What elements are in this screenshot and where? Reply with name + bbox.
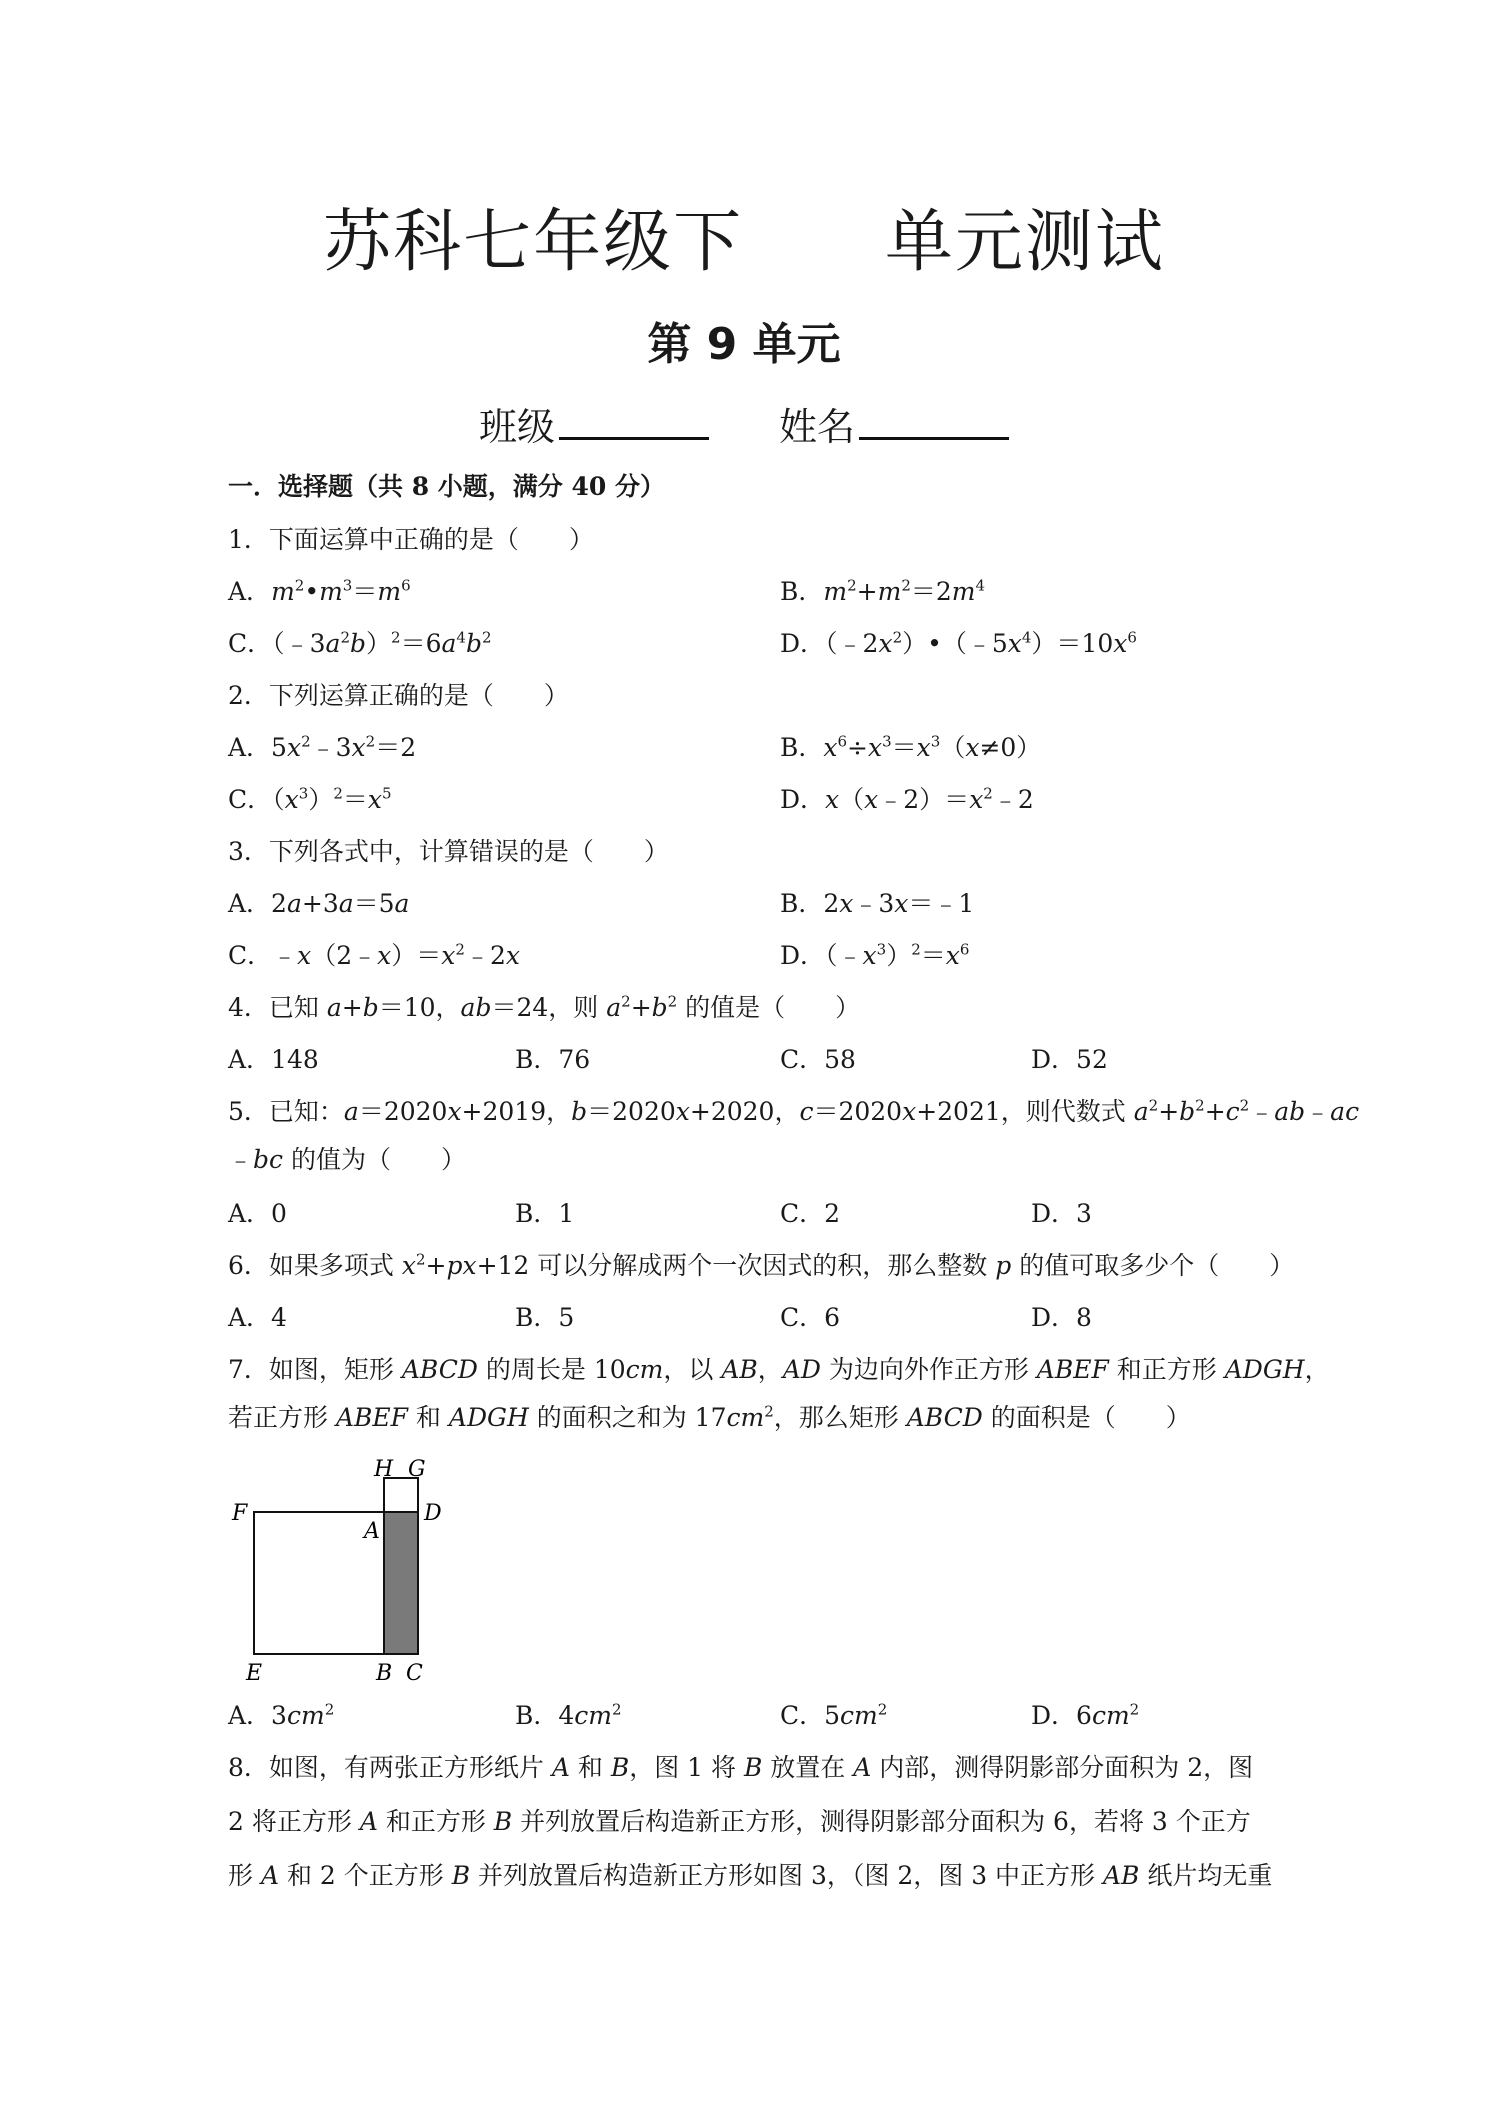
q1-option-a: A．$m^2•m^3=m^6$ <box>228 576 411 606</box>
rectangle-squares-diagram <box>228 1458 468 1688</box>
q7-option-d: D．$6cm^2$ <box>1031 1700 1140 1730</box>
question-7-line2: 若正方形 ABEF 和 ADGH 的面积之和为 $17cm^2$，那么矩形 ABCD 的面积是（ ） <box>228 1402 1191 1432</box>
q2-option-b: B．$x^6\div x^3=x^3(x\ne 0)$ <box>780 732 1042 762</box>
q1-option-d: D．$(﹣2x^2)•(﹣5x^4)=10x^6$ <box>780 628 1137 658</box>
label-h: H <box>374 1458 394 1482</box>
question-3: 3．下列各式中，计算错误的是（ ） <box>228 837 669 866</box>
q1-option-c: C．$(﹣3a^2b)^2=6a^4b^2$ <box>228 628 492 658</box>
q6-option-a: A．4 <box>228 1303 287 1332</box>
q5-option-c: C．2 <box>780 1199 841 1228</box>
unit-title: 第 9 单元 <box>647 319 841 370</box>
name-blank <box>859 403 1009 440</box>
q7-option-b: B．$4cm^2$ <box>515 1700 622 1730</box>
label-g: G <box>408 1458 426 1482</box>
q7-option-a: A．$3cm^2$ <box>228 1700 335 1730</box>
label-b: B <box>376 1661 393 1686</box>
q6-option-c: C．6 <box>780 1303 841 1332</box>
question-5-line1: 5．已知：a＝2020x+2019，b＝2020x+2020，c＝2020x+2021，则代数式 $a^2+b^2+c^2﹣ab﹣ac$ <box>228 1096 1360 1126</box>
section-heading: 一．选择题（共 8 小题，满分 40 分） <box>228 472 666 501</box>
question-2: 2．下列运算正确的是（ ） <box>228 681 569 710</box>
q5-option-a: A．0 <box>228 1199 287 1228</box>
q4-option-d: D．52 <box>1031 1045 1108 1074</box>
question-4: 4．已知 a+b＝10，ab＝24，则 $a^2+b^2$ 的值是（ ） <box>228 992 861 1022</box>
label-f: F <box>232 1501 248 1526</box>
question-8-line1: 8．如图，有两张正方形纸片 A 和 B，图 1 将 B 放置在 A 内部，测得阴影部分面积为 2，图 <box>228 1753 1254 1782</box>
question-8-line2: 2 将正方形 A 和正方形 B 并列放置后构造新正方形，测得阴影部分面积为 6，若将 3 个正方 <box>228 1807 1251 1836</box>
q2-option-c: C．$(x^3)^2=x^5$ <box>228 784 392 814</box>
label-e: E <box>246 1661 263 1686</box>
label-a: A <box>364 1519 380 1544</box>
q3-option-b: B．2x﹣3x＝﹣1 <box>780 889 975 918</box>
class-label: 班级 <box>478 405 555 449</box>
q2-option-d: D．$x(x﹣2)=x^2﹣2$ <box>780 784 1034 814</box>
q1-option-b: B．$m^2+m^2=2m^4$ <box>780 576 986 606</box>
q4-option-c: C．58 <box>780 1045 856 1074</box>
q7-figure <box>228 1458 468 1692</box>
question-5-line2: ﹣bc 的值为（ ） <box>228 1145 466 1174</box>
q2-option-a: A．$5x^2﹣3x^2=2$ <box>228 732 417 762</box>
q3-option-a: A．2a+3a＝5a <box>228 889 410 918</box>
square-adgh <box>384 1478 418 1512</box>
label-c: C <box>406 1661 423 1686</box>
q3-option-c: C．$﹣x(2﹣x)=x^2﹣2x$ <box>228 940 520 970</box>
class-blank <box>559 403 709 440</box>
question-7-line1: 7．如图，矩形 ABCD 的周长是 10cm，以 AB，AD 为边向外作正方形 ABEF 和正方形 ADGH， <box>228 1355 1330 1384</box>
q5-option-d: D．3 <box>1031 1199 1092 1228</box>
q6-option-d: D．8 <box>1031 1303 1092 1332</box>
q6-option-b: B．5 <box>515 1303 575 1332</box>
rectangle-abcd <box>384 1512 418 1654</box>
label-d: D <box>424 1501 442 1526</box>
q3-option-d: D．$(﹣x^3)^2=x^6$ <box>780 940 970 970</box>
q4-option-a: A．148 <box>228 1045 319 1074</box>
question-8-line3: 形 A 和 2 个正方形 B 并列放置后构造新正方形如图 3，（图 2，图 3 中正方形 AB 纸片均无重 <box>228 1861 1273 1890</box>
name-label: 姓名 <box>779 405 856 449</box>
question-6: 6．如果多项式 $x^2+px+12$ 可以分解成两个一次因式的积，那么整数 p 的值可取多少个（ ） <box>228 1250 1295 1280</box>
student-info-line <box>0 396 1488 451</box>
q5-option-b: B．1 <box>515 1199 575 1228</box>
question-1: 1．下面运算中正确的是（ ） <box>228 525 594 554</box>
q4-option-b: B．76 <box>515 1045 591 1074</box>
exam-title: 苏科七年级下 单元测试 <box>323 203 1165 282</box>
q7-option-c: C．$5cm^2$ <box>780 1700 888 1730</box>
